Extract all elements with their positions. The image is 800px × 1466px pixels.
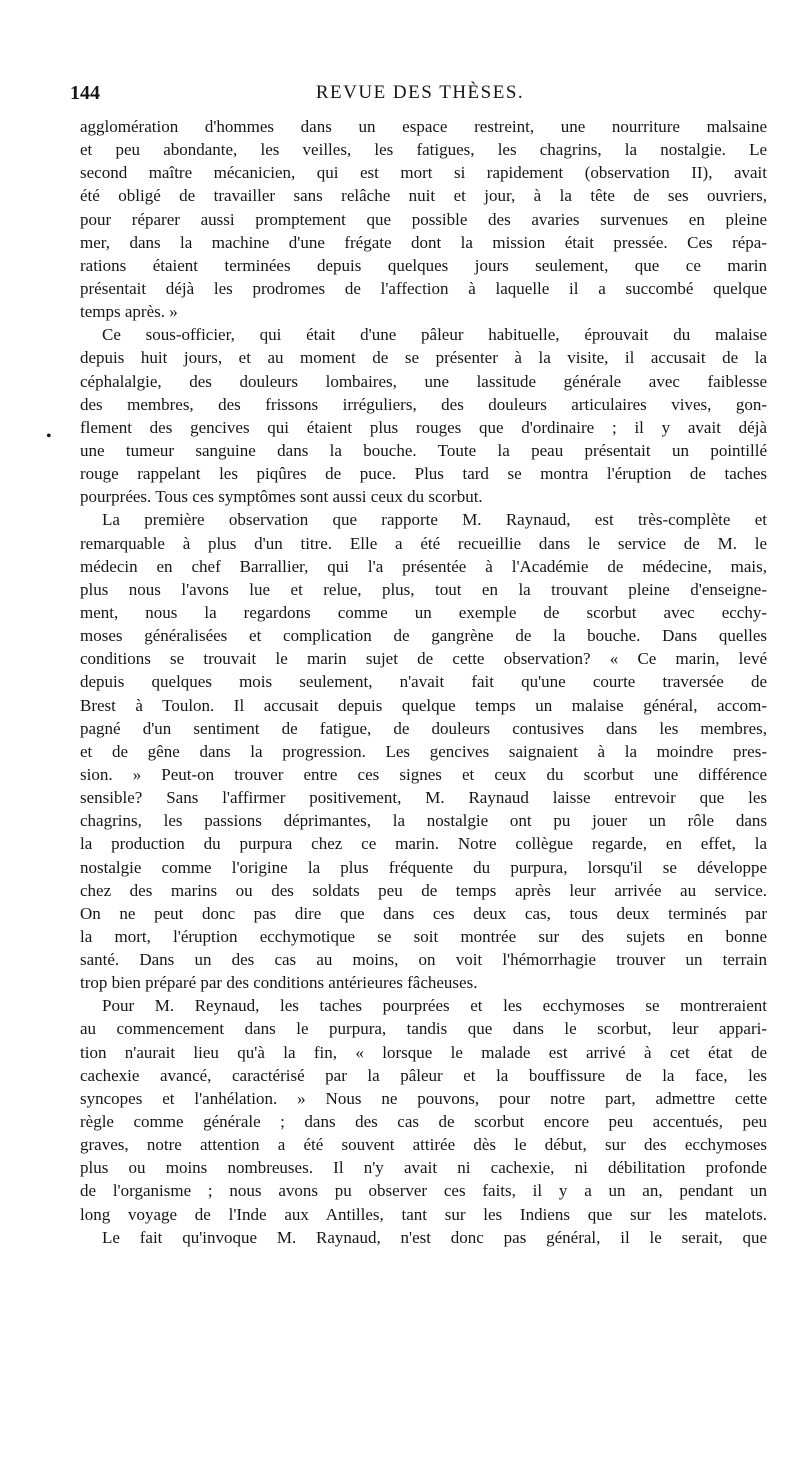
text-line: plus ou moins nombreuses. Il n'y avait ni cachexie, ni débilitation profonde — [80, 1158, 767, 1178]
text-line: La première observation que rapporte M. Raynaud, est très-complète et — [102, 510, 767, 530]
text-line: céphalalgie, des douleurs lombaires, une lassitude générale avec faiblesse — [80, 371, 767, 391]
text-line: pourprées. Tous ces symptômes sont aussi ceux du scorbut. — [80, 487, 483, 507]
text-line: Ce sous-officier, qui était d'une pâleur habituelle, éprouvait du malaise — [102, 325, 767, 345]
text-line: Pour M. Reynaud, les taches pourprées et les ecchymoses se montreraient — [102, 996, 767, 1016]
text-line: Le fait qu'invoque M. Raynaud, n'est donc pas général, il le serait, que — [102, 1227, 767, 1247]
text-line: mer, dans la machine d'une frégate dont la mission était pressée. Ces répa- — [80, 232, 767, 252]
text-line: Brest à Toulon. Il accusait depuis quelque temps un malaise général, accom- — [80, 695, 767, 715]
text-line: flement des gencives qui étaient plus rouges que d'ordinaire ; il y avait déjà — [80, 417, 767, 437]
text-line: plus nous l'avons lue et relue, plus, tout en la trouvant pleine d'enseigne- — [80, 579, 767, 599]
page-number: 144 — [70, 82, 100, 104]
text-line: sensible? Sans l'affirmer positivement, M. Raynaud laisse entrevoir que les — [80, 788, 767, 808]
text-line: graves, notre attention a été souvent attirée dès le début, sur des ecchymoses — [80, 1135, 767, 1155]
text-line: et de gêne dans la progression. Les gencives saignaient à la moindre pres- — [80, 741, 767, 761]
text-line: temps après. » — [80, 302, 178, 322]
page-header — [70, 82, 770, 110]
text-line: été obligé de travailler sans relâche nuit et jour, à la tête de ses ouvriers, — [80, 186, 767, 206]
text-line: de l'organisme ; nous avons pu observer ces faits, il y a un an, pendant un — [80, 1181, 767, 1201]
running-title: REVUE DES THÈSES. — [315, 82, 525, 103]
text-line: présentait déjà les prodromes de l'affection à laquelle il a succombé quelque — [80, 278, 767, 298]
text-line: règle comme générale ; dans des cas de scorbut encore peu accentués, peu — [80, 1112, 767, 1132]
text-line: trop bien préparé par des conditions antérieures fâcheuses. — [80, 973, 478, 993]
text-line: la mort, l'éruption ecchymotique se soit montrée sur des sujets en bonne — [80, 926, 767, 946]
text-line: syncopes et l'anhélation. » Nous ne pouvons, pour notre part, admettre cette — [80, 1088, 767, 1108]
text-line: pour réparer aussi promptement que possible des avaries survenues en pleine — [80, 209, 767, 229]
text-line: et peu abondante, les veilles, les fatigues, les chagrins, la nostalgie. Le — [80, 140, 767, 160]
text-line: rations étaient terminées depuis quelques jours seulement, que ce marin — [80, 255, 767, 275]
text-line: chagrins, les passions déprimantes, la nostalgie ont pu jouer un rôle dans — [80, 811, 767, 831]
text-line: des membres, des frissons irréguliers, des douleurs articulaires vives, gon- — [80, 394, 767, 414]
text-line: agglomération d'hommes dans un espace restreint, une nourriture malsaine — [80, 117, 767, 136]
text-line: nostalgie comme l'origine la plus fréquente du purpura, lorsqu'il se développe — [80, 857, 767, 877]
margin-mark: • — [46, 428, 52, 445]
text-line: la production du purpura chez ce marin. Notre collègue regarde, en effet, la — [80, 834, 767, 854]
text-line: On ne peut donc pas dire que dans ces deux cas, tous deux terminés par — [80, 903, 767, 923]
text-line: médecin en chef Barrallier, qui l'a présentée à l'Académie de médecine, mais, — [80, 556, 767, 576]
text-line: second maître mécanicien, qui est mort si rapidement (observation II), avait — [80, 163, 767, 183]
text-line: depuis huit jours, et au moment de se présenter à la visite, il accusait de la — [80, 348, 767, 368]
text-line: long voyage de l'Inde aux Antilles, tant sur les Indiens que sur les matelots. — [80, 1204, 767, 1224]
text-line: cachexie avancé, caractérisé par la pâleur et la bouffissure de la face, les — [80, 1065, 767, 1085]
text-line: tion n'aurait lieu qu'à la fin, « lorsque le malade est arrivé à cet état de — [80, 1042, 767, 1062]
text-line: depuis quelques mois seulement, n'avait fait qu'une courte traversée de — [80, 672, 767, 692]
text-line: ment, nous la regardons comme un exemple de scorbut avec ecchy- — [80, 602, 767, 622]
text-line: chez des marins ou des soldats peu de temps après leur arrivée au service. — [80, 880, 767, 900]
body-text — [80, 115, 767, 1249]
text-line: moses généralisées et complication de gangrène de la bouche. Dans quelles — [80, 626, 767, 646]
text-line: sion. » Peut-on trouver entre ces signes et ceux du scorbut une différence — [80, 764, 767, 784]
text-line: une tumeur sanguine dans la bouche. Toute la peau présentait un pointillé — [80, 440, 767, 460]
text-line: au commencement dans le purpura, tandis que dans le scorbut, leur appari- — [80, 1019, 767, 1039]
text-line: pagné d'un sentiment de fatigue, de douleurs contusives dans les membres, — [80, 718, 767, 738]
text-line: santé. Dans un des cas au moins, on voit l'hémorrhagie trouver un terrain — [80, 950, 767, 970]
text-line: remarquable à plus d'un titre. Elle a été recueillie dans le service de M. le — [80, 533, 767, 553]
text-line: conditions se trouvait le marin sujet de cette observation? « Ce marin, levé — [80, 649, 767, 669]
text-line: rouge rappelant les piqûres de puce. Plus tard se montra l'éruption de taches — [80, 464, 767, 484]
